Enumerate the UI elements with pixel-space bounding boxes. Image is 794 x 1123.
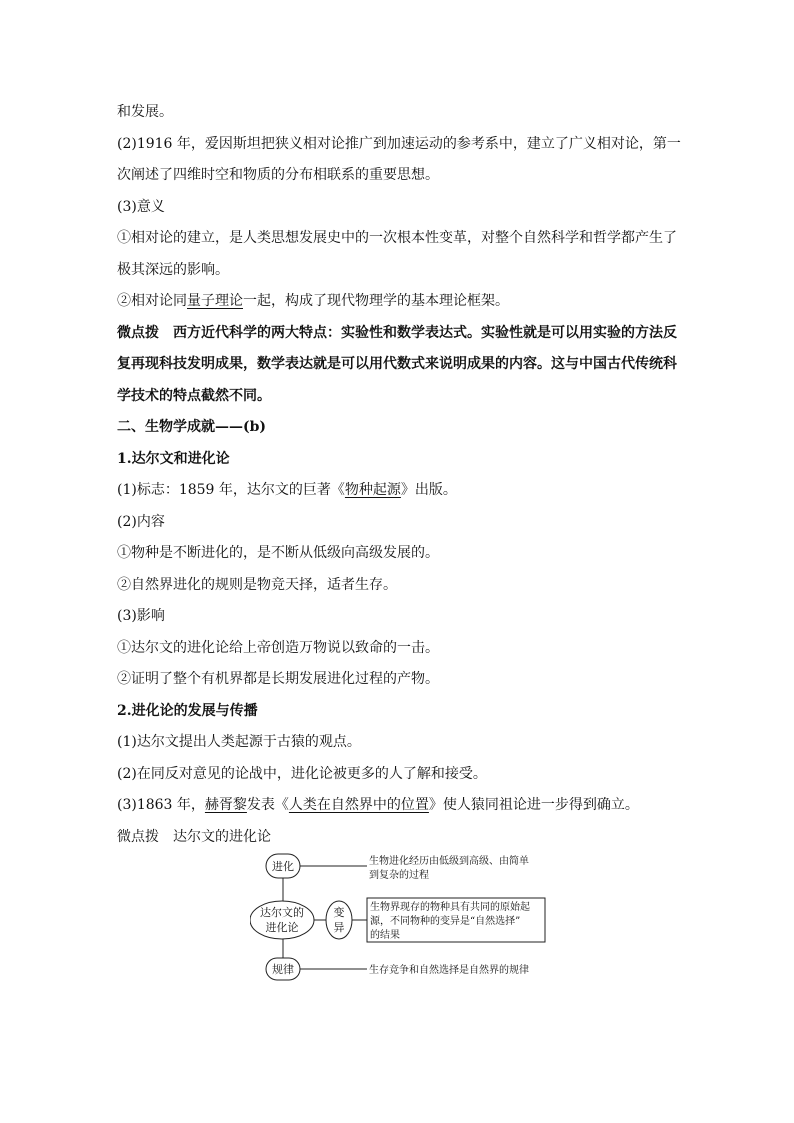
paragraph: (1)达尔文提出人类起源于古猿的观点。 xyxy=(117,734,361,750)
paragraph: (2)内容 xyxy=(117,513,165,530)
tip-title: 西方近代科学的两大特点：实验性和数学表达式。 xyxy=(173,324,481,341)
paragraph: (3)影响 xyxy=(117,608,165,624)
evolution-label: 进化 xyxy=(272,860,294,873)
tip-paragraph xyxy=(117,318,681,413)
paragraph: ②自然界进化的规则是物竞天择，适者生存。 xyxy=(117,576,397,593)
paragraph: (2)在同反对意见的论战中，进化论被更多的人了解和接受。 xyxy=(117,765,487,782)
underlined-book: 人类在自然界中的位置 xyxy=(288,797,429,813)
center-label-line1: 达尔文的 xyxy=(260,906,304,919)
paragraph: 和发展。 xyxy=(117,104,173,120)
paragraph: ②证明了整个有机界都是长期发展进化过程的产物。 xyxy=(117,671,439,687)
paragraph: ①达尔文的进化论给上帝创造万物说以致命的一击。 xyxy=(117,639,439,656)
law-label: 规律 xyxy=(272,963,294,976)
tip-label: 微点拨 xyxy=(117,324,159,341)
evolution-diagram xyxy=(250,848,550,982)
paragraph: (2)1916 年，爱因斯坦把狭义相对论推广到加速运动的参考系中，建立了广义相对论，第一次阐述了四维时空和物质的分布相联系的重要思想。 xyxy=(117,135,681,183)
underlined-term: 物种起源 xyxy=(344,482,401,498)
document-body xyxy=(117,97,681,853)
evolution-desc-line1: 生物进化经历由低级到高级、由简单 xyxy=(369,856,529,867)
variation-label-line2: 异 xyxy=(333,921,345,934)
underlined-term: 量子理论 xyxy=(187,293,243,309)
paragraph: ①相对论的建立，是人类思想发展史中的一次根本性变革，对整个自然科学和哲学都产生了极其深远的影响。 xyxy=(117,230,677,278)
section-heading: 二、生物学成就——(b) xyxy=(117,419,267,435)
variation-label-line1: 变 xyxy=(333,906,345,919)
variation-desc-line3: 的结果 xyxy=(370,930,400,941)
paragraph-huxley: (3)1863 年，赫胥黎发表《人类在自然界中的位置》使人猿同祖论进一步得到确立。 xyxy=(117,797,639,813)
paragraph: ①物种是不断进化的，是不断从低级向高级发展的。 xyxy=(117,545,439,561)
underlined-name: 赫胥黎 xyxy=(204,797,247,813)
law-desc: 生存竞争和自然选择是自然界的规律 xyxy=(369,965,529,976)
variation-desc-line2: 源，不同物种的变异是“自然选择” xyxy=(370,916,521,927)
variation-desc-line1: 生物界现存的物种具有共同的原始起 xyxy=(370,902,530,913)
paragraph-quantum: ②相对论同量子理论一起，构成了现代物理学的基本理论框架。 xyxy=(117,293,509,309)
diagram-svg xyxy=(250,848,550,982)
subsection-heading: 2.进化论的发展与传播 xyxy=(117,702,258,719)
tip-label: 微点拨 xyxy=(117,828,159,845)
center-label-line2: 进化论 xyxy=(265,921,299,934)
tip-body: 实验性就是可以用实验的方法反复再现科技发明成果，数学表达就是可以用代数式来说明成果的内容。这与中国古代传统科学技术的特点截然不同。 xyxy=(117,324,677,404)
paragraph: (3)意义 xyxy=(117,198,165,215)
subsection-heading: 1.达尔文和进化论 xyxy=(117,450,230,467)
evolution-desc-line2: 到复杂的过程 xyxy=(369,870,429,881)
tip-title: 达尔文的进化论 xyxy=(173,828,271,845)
paragraph-mark: (1)标志：1859 年，达尔文的巨著《物种起源》出版。 xyxy=(117,482,457,498)
